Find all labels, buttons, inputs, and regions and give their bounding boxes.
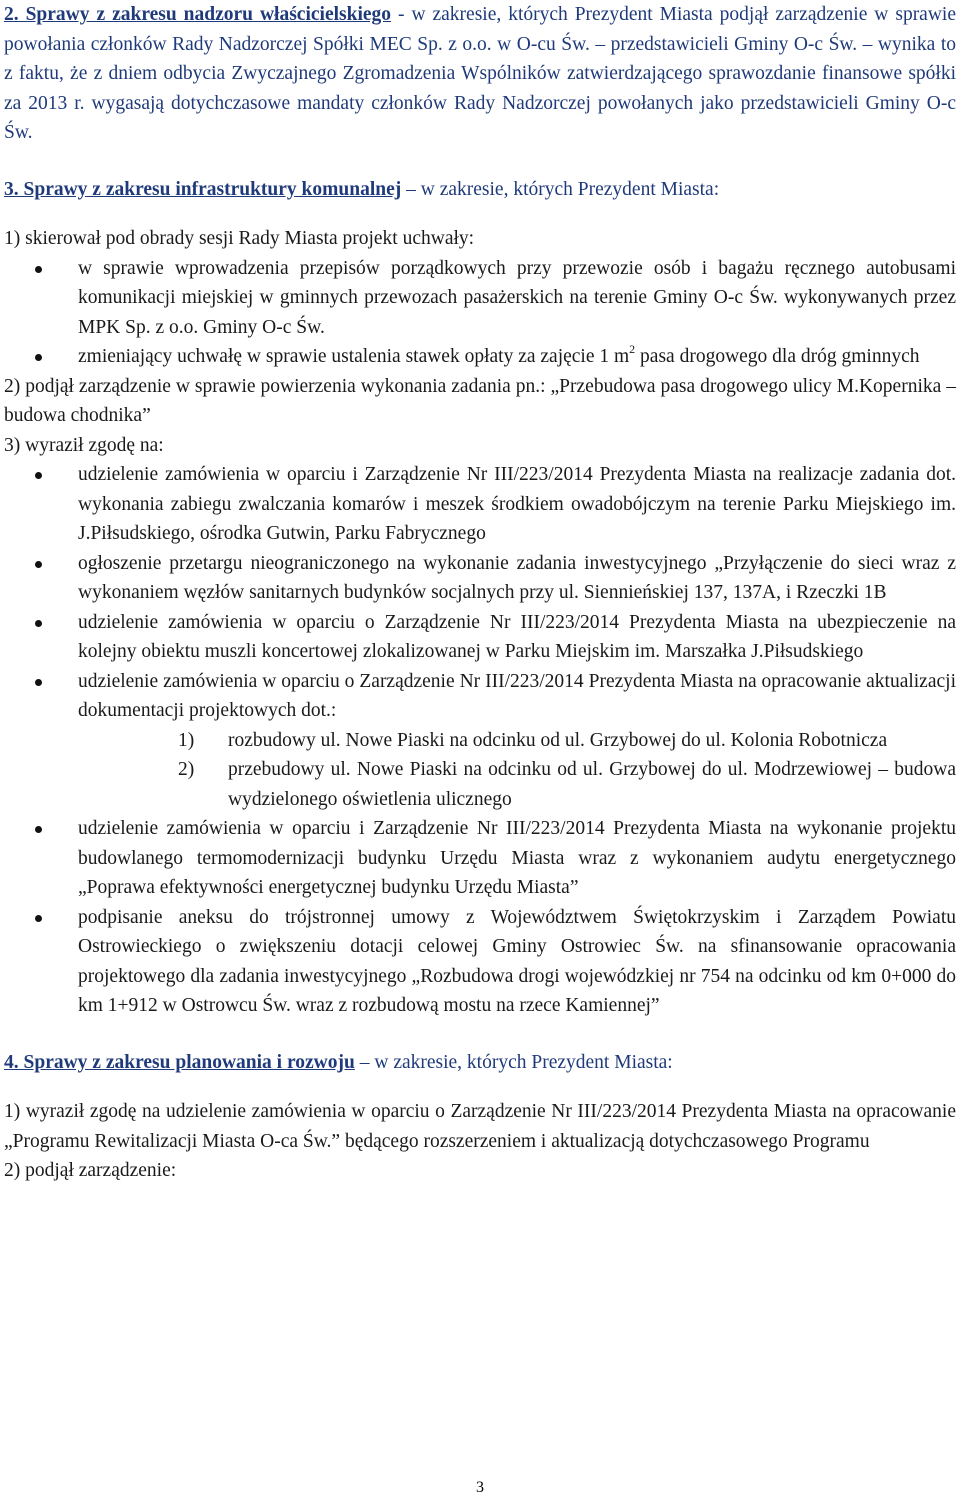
list-item: udzielenie zamówienia w oparciu i Zarządzenie Nr III/223/2014 Prezydenta Miasta na wykonanie projektu budowlanego termomodernizacji budynku Urzędu Miasta wraz z wykonaniem audytu energetycznego „Poprawa efektywności energetycznej budynku Urzędu Miasta” <box>4 814 956 903</box>
list-item: udzielenie zamówienia w oparciu o Zarządzenie Nr III/223/2014 Prezydenta Miasta na ubezpieczenie na kolejny obiektu muszli koncertowej zlokalizowanej w Parku Miejskim im. Marszałka J.Piłsudskiego <box>4 608 956 667</box>
section-3-intro: – w zakresie, których Prezydent Miasta: <box>401 178 720 200</box>
sublist <box>78 726 956 815</box>
section-2-heading: 2. Sprawy z zakresu nadzoru właścicielskiego <box>4 4 392 25</box>
section-3-item-1: 1) skierował pod obrady sesji Rady Miasta projekt uchwały: <box>4 228 475 249</box>
page-number: 3 <box>476 1479 484 1496</box>
list-item: zmieniający uchwałę w sprawie ustalenia stawek opłaty za zajęcie 1 $m^2$ pasa drogowego dla dróg gminnych <box>4 342 956 372</box>
section-4-paragraph <box>4 1048 956 1078</box>
sublist-item: 1) rozbudowy ul. Nowe Piaski na odcinku od ul. Grzybowej do ul. Kolonia Robotnicza <box>178 729 888 751</box>
section-3-heading: 3. Sprawy z zakresu infrastruktury komunalnej <box>4 178 402 200</box>
section-3-item-2: 2) podjął zarządzenie w sprawie powierzenia wykonania zadania pn.: „Przebudowa pasa drogowego ulicy M.Kopernika – budowa chodnika” <box>4 375 956 426</box>
sublist-item: 2) przebudowy ul. Nowe Piaski na odcinku od ul. Grzybowej do ul. Modrzewiowej – budowa wydzielonego oświetlenia ulicznego <box>178 759 956 810</box>
list-item: w sprawie wprowadzenia przepisów porządkowych przy przewozie osób i bagażu ręcznego autobusami komunikacji miejskiej w gminnych przewozach pasażerskich na terenie Gminy O-c Św. wykonywanych przez MPK Sp. z o.o. Gminy O-c Św. <box>4 254 956 343</box>
list-item: ogłoszenie przetargu nieograniczonego na wykonanie zadania inwestycyjnego „Przyłączenie do sieci wraz z wykonaniem węzłów sanitarnych budynków socjalnych przy ul. Siennieńskiej 137, 137A, i Rzeczki 1B <box>4 549 956 608</box>
list-item: udzielenie zamówienia w oparciu o Zarządzenie Nr III/223/2014 Prezydenta Miasta na opracowanie aktualizacji dokumentacji projektowych dot.: 1) rozbudowy ul. Nowe Piaski na odcinku od ul. Grzybowej do ul. Kolonia Robotnicza 2) przebudowy ul. Nowe Piaski na odcinku od ul. Grzybowej do ul. Modrzewiowej – budowa wydzielonego oświetlenia ulicznego <box>4 667 956 815</box>
section-3-item-3: 3) wyraził zgodę na: <box>4 434 164 456</box>
list-item: udzielenie zamówienia w oparciu i Zarządzenie Nr III/223/2014 Prezydenta Miasta na realizacje zadania dot. wykonania zabiegu zwalczania komarów i meszek środkiem owadobójczym na terenie Parku Miejskiego im. J.Piłsudskiego, ośrodka Gutwin, Parku Fabrycznego <box>4 460 956 549</box>
section-4-item-2: 2) podjął zarządzenie: <box>4 1160 177 1181</box>
section-2-paragraph <box>4 0 956 148</box>
section-3-item-3-list <box>4 460 956 1021</box>
section-4-item-1: 1) wyraził zgodę na udzielenie zamówienia w oparciu o Zarządzenie Nr III/223/2014 Prezydenta Miasta na opracowanie „Programu Rewitalizacji Miasta O-ca Św.” będącego rozszerzeniem i aktualizacją dotychczasowego Programu <box>4 1101 956 1152</box>
list-item: podpisanie aneksu do trójstronnej umowy z Województwem Świętokrzyskim i Zarządem Powiatu Ostrowieckiego o zwiększeniu dotacji celowej Gminy Ostrowiec Św. na sfinansowanie opracowania projektowego dla zadania inwestycyjnego „Rozbudowa drogi wojewódzkiej nr 754 na odcinku od km 0+000 do km 1+912 w Ostrowcu Św. wraz z rozbudową mostu na rzece Kamiennej” <box>4 903 956 1021</box>
section-4-intro: – w zakresie, których Prezydent Miasta: <box>354 1051 673 1073</box>
section-3-paragraph <box>4 175 956 205</box>
section-4-heading: 4. Sprawy z zakresu planowania i rozwoju <box>4 1051 355 1073</box>
section-2-text: - w zakresie, których Prezydent Miasta podjął zarządzenie w sprawie powołania członków Rady Nadzorczej Spółki MEC Sp. z o.o. w O-cu Św. – przedstawicieli Gminy O-c Św. – wynika to z faktu, że z dniem odbycia Zwyczajnego Zgromadzenia Wspólników zatwierdzającego sprawozdanie finansowe spółki za 2013 r. wygasają dotychczasowe mandaty członków Rady Nadzorczej powołanych jako przedstawicieli Gminy O-c Św. <box>4 4 956 143</box>
section-3-item-1-list <box>4 254 956 372</box>
